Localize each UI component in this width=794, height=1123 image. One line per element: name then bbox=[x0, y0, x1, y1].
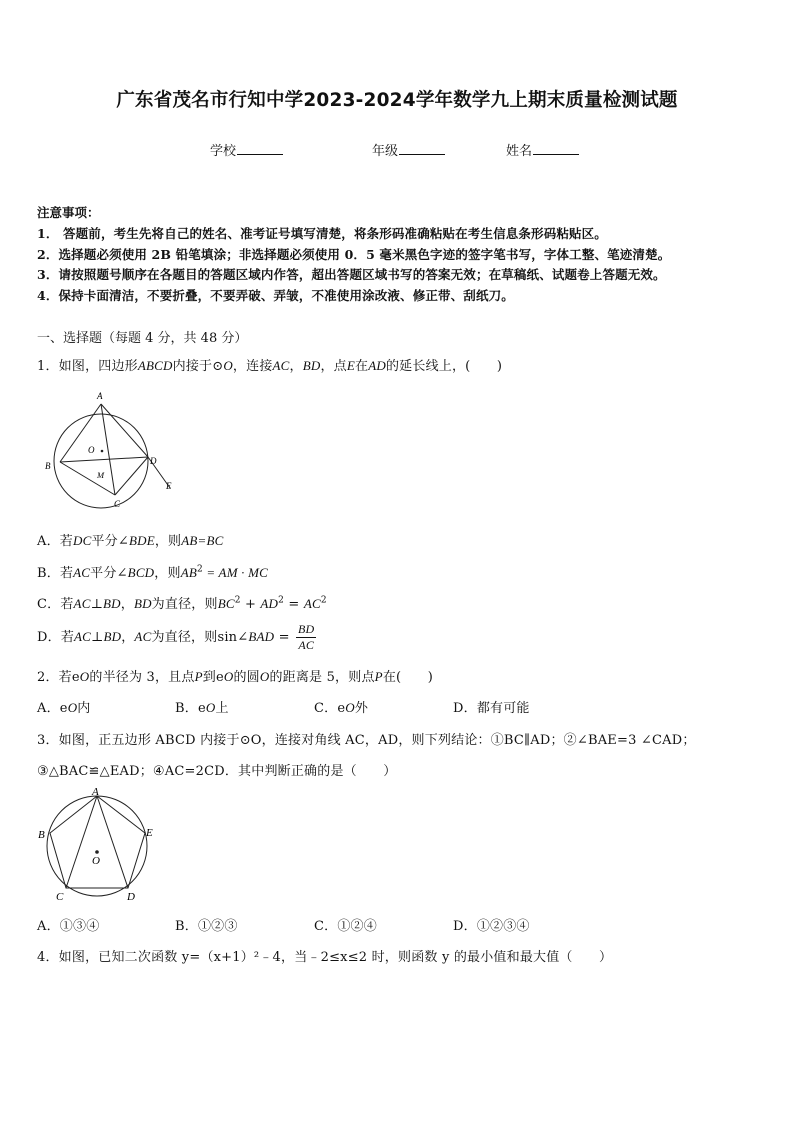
name-field[interactable]: 姓名 bbox=[506, 140, 579, 159]
label-a: A bbox=[97, 391, 103, 401]
note-item: 1． 答题前，考生先将自己的姓名、准考证号填写清楚，将条形码准确粘贴在考生信息条形码粘贴区。 bbox=[37, 226, 607, 241]
question-1-figure bbox=[40, 388, 180, 513]
question-3-option-c: C．①②④ bbox=[314, 919, 377, 934]
segment-cd bbox=[115, 457, 148, 495]
label-d: D bbox=[150, 456, 157, 466]
question-1-option-a: A．若DC平分∠BDE，则AB=BC bbox=[37, 533, 224, 549]
question-3-stem-line1: 3．如图，正五边形 ABCD 内接于⊙O，连接对角线 AC，AD，则下列结论：①BC∥AD；②∠BAE=3 ∠CAD； bbox=[37, 733, 696, 748]
label-c: C bbox=[56, 891, 64, 903]
circle-o bbox=[47, 796, 147, 896]
segment-bd bbox=[60, 457, 148, 462]
fraction: $\frac{BD}{AC}$ bbox=[298, 622, 315, 652]
question-2-stem: 2．若eO的半径为 3，且点P到eO的圆O的距离是 5，则点P在( ) bbox=[37, 669, 433, 685]
question-2-option-b: B．eO上 bbox=[175, 700, 229, 716]
diagonal-ac bbox=[66, 796, 97, 888]
note-item: 2．选择题必须使用 2B 铅笔填涂；非选择题必须使用 0．5 毫米黑色字迹的签字笔书写，字体工整、笔迹清楚。 bbox=[37, 247, 671, 262]
question-1-option-d: D．若AC⊥BD，AC为直径，则sin∠BAD = $\frac{BD}{AC}$ bbox=[37, 622, 315, 652]
label-m: M bbox=[97, 470, 105, 480]
grade-field[interactable]: 年级 bbox=[372, 140, 445, 159]
question-3-figure bbox=[30, 785, 160, 907]
school-field[interactable]: 学校 bbox=[210, 140, 283, 159]
label-b: B bbox=[45, 461, 51, 471]
question-1-option-c: C．若AC⊥BD，BD为直径，则$BC^2 + AD^2 = AC^2$ bbox=[37, 595, 327, 612]
note-item: 3．请按照题号顺序在各题目的答题区域内作答，超出答题区域书写的答案无效；在草稿纸、试题卷上答题无效。 bbox=[37, 267, 666, 282]
section-heading: 一、选择题（每题 4 分，共 48 分） bbox=[37, 331, 248, 346]
segment-bc bbox=[60, 462, 115, 495]
page-title: 广东省茂名市行知中学2023-2024学年数学九上期末质量检测试题 bbox=[116, 90, 678, 111]
question-3-option-d: D．①②③④ bbox=[453, 919, 530, 934]
note-item: 4．保持卡面清洁，不要折叠，不要弄破、弄皱，不准使用涂改液、修正带、刮纸刀。 bbox=[37, 288, 514, 303]
question-1-stem: 1．如图，四边形ABCD内接于⊙O，连接AC，BD，点E在AD的延长线上，( ) bbox=[37, 358, 503, 374]
diagonal-ad bbox=[97, 796, 128, 888]
label-o: O bbox=[88, 445, 95, 455]
center-dot bbox=[95, 850, 99, 854]
question-3-stem-line2: ③△BAC≌△EAD；④AC=2CD．其中判断正确的是（ ） bbox=[37, 764, 397, 779]
label-e: E bbox=[146, 827, 153, 839]
question-3-option-b: B．①②③ bbox=[175, 919, 238, 934]
circle-o bbox=[54, 414, 148, 508]
label-b: B bbox=[38, 829, 45, 841]
label-e: E bbox=[166, 481, 172, 491]
label-o: O bbox=[92, 855, 100, 867]
question-2-option-c: C．eO外 bbox=[314, 700, 369, 716]
pentagon-abcde bbox=[50, 796, 145, 888]
question-2-option-d: D．都有可能 bbox=[453, 701, 530, 716]
center-dot bbox=[101, 450, 104, 453]
notes-title: 注意事项： bbox=[37, 205, 100, 220]
label-d: D bbox=[127, 891, 135, 903]
question-4-stem: 4．如图，已知二次函数 y=（x+1）²﹣4，当﹣2≤x≤2 时，则函数 y 的最小值和最大值（ ） bbox=[37, 950, 613, 965]
question-2-option-a: A．eO内 bbox=[37, 700, 91, 716]
question-3-option-a: A．①③④ bbox=[37, 919, 100, 934]
segment-ab bbox=[60, 404, 101, 462]
label-c: C bbox=[114, 499, 121, 509]
question-1-option-b: B．若AC平分∠BCD，则$AB^2$ = AM · MC bbox=[37, 564, 268, 581]
label-a: A bbox=[92, 786, 99, 798]
